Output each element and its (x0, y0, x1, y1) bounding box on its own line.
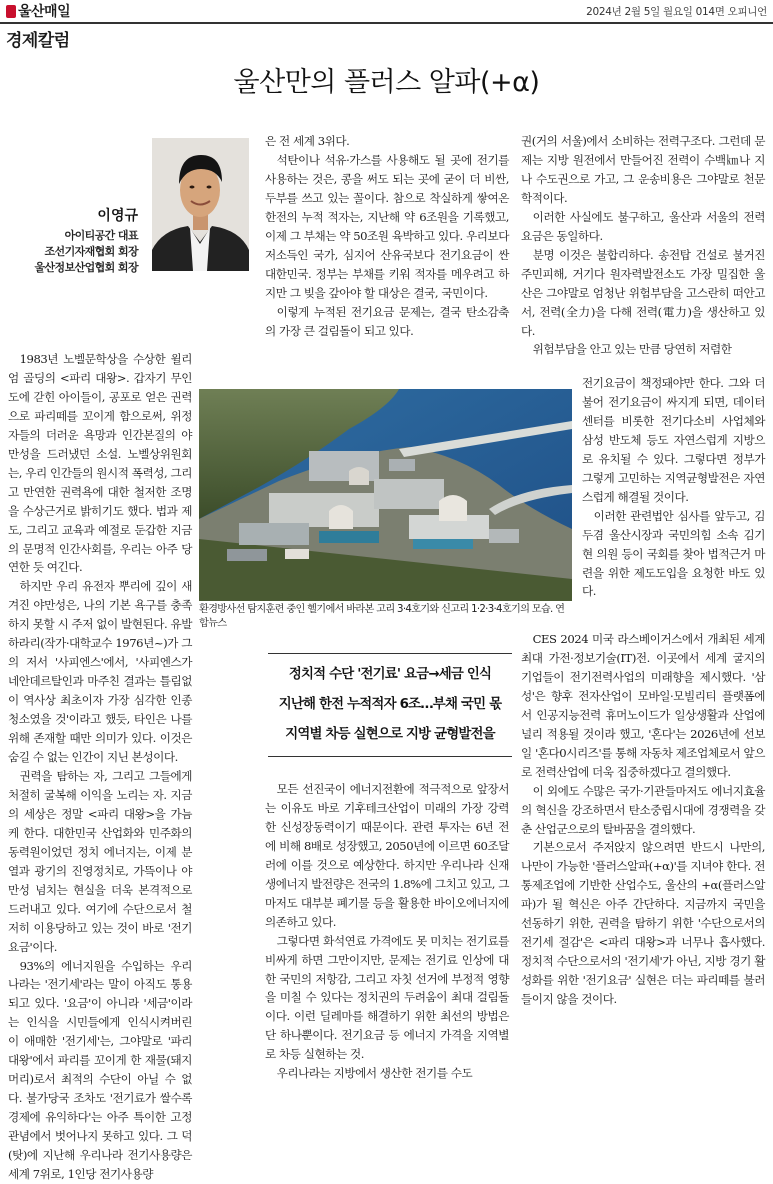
body-paragraph: 모든 선진국이 에너지전환에 적극적으로 앞장서는 이유도 바로 기후테크산업이 미래의 가장 강력한 신성장동력이기 때문이다. 관련 투자는 6년 전에 비해 8배로 성장했고, 2050년에 이르면 60조달러에 이를 것으로 예상한다. 하지만 우리나라 신재생에너지 발전량은 전국의 1.8%에 그치고 있고, 그마저도 대부분 폐기물 등을 활용한 바이오에너지에 의존하고 있다. (265, 782, 509, 929)
body-column-3-mid (582, 374, 765, 601)
subhead-box (268, 653, 512, 757)
body-column-3-bottom (521, 630, 765, 1009)
body-paragraph: 이러한 관련법안 심사를 앞두고, 김두겸 울산시장과 국민의힘 소속 김기현 의원 등이 국회를 찾아 법적근거 마련을 위한 제도도입을 요청한 바도 있다. (582, 508, 765, 599)
section-label: 경제칼럼 (6, 31, 70, 51)
subhead: 지난해 한전 누적적자 6조…부채 국민 몫 (278, 697, 502, 712)
logo-mark-icon (6, 5, 16, 18)
body-paragraph: 석탄이나 석유·가스를 사용해도 될 곳에 전기를 사용하는 것은, 콩을 써도 되는 곳에 굳이 더 비싼, 두부를 쓰고 있는 꼴이다. 참으로 착실하게 쌓여온 한전의 누적 적자는, 지난해 약 6조원을 기록했고, 이제 그 부채는 약 50조원 육박하고 있다. 우리보다 저소득인 국가, 심지어 산유국보다 전기요금이 싼 대한민국. 정부는 부채를 키워 적자를 메우려고 하지만 그 빚을 갚아야 할 대상은 결국, 국민이다. (265, 152, 509, 300)
body-paragraph: 전기요금이 책정돼야만 한다. 그와 더불어 전기요금이 싸지게 되면, 데이터센터를 비롯한 전기다소비 사업체와 삼성 반도체 등도 자연스럽게 지방으로 유치될 수 있다. 그렇다면 정부가 그렇게 고민하는 지역균형발전은 자연스럽게 해결될 것이다. (582, 376, 765, 504)
body-paragraph: 이 외에도 수많은 국가·기관들마저도 에너지효율의 혁신을 강조하면서 탄소중립시대에 경쟁력을 갖춘 산업군으로의 탈바꿈을 결의했다. (521, 783, 765, 836)
body-paragraph: 기본으로서 주저앉지 않으려면 반드시 나만의, 나만이 가능한 '플러스알파(+α)'를 지녀야 한다. 전통제조업에 기반한 산업수도, 울산의 +α(플러스알파)가 될 혁신은 아주 간단하다. 지금까지 국민을 선동하기 위한, 권력을 탐하기 위한 '수단으로서의 전기세 절감'은 <파리 대왕>과 너무나 흡사했다. 정치적 수단으로서의 '전기세'가 아닌, 지방 경기 활성화를 위한 '전기요금' 실현은 더는 파리떼를 불러들이지 않을 것이다. (521, 840, 765, 1007)
body-paragraph: 이러한 사실에도 불구하고, 울산과 서울의 전력 요금은 동일하다. (521, 209, 765, 243)
body-paragraph: 권(거의 서울)에서 소비하는 전력구조다. 그런데 문제는 지방 원전에서 만들어진 전력이 수백㎞나 지나 수도권으로 가고, 그 운송비용은 그야말로 천문학적이다. (521, 134, 765, 205)
body-paragraph: 하지만 우리 유전자 뿌리에 깊이 새겨진 야만성은, 나의 기본 욕구를 충족하지 못할 시 주저 없이 발현된다. 유발 하라리(작가·대학교수 1976년~)가 그의 저서 '사피엔스'에서, '사피엔스가 네안데르탈인과 마주친 결과는 틀림없이 역사상 최초이자 가장 심각한 인종청소였을 것'이라고 했듯, 타인은 나를 위해 존재할 때만 의미가 있다. 이것은 숨길 수 없는 인간이 지닌 본성이다. (8, 579, 192, 765)
body-paragraph: 그렇다면 화석연료 가격에도 못 미치는 전기료를 비싸게 하면 그만이지만, 문제는 전기료 인상에 대한 국민의 저항감, 그리고 자칫 선거에 부정적 영향을 미칠 수 있다는 정치권의 두려움이 최대 걸림돌이다. 이런 딜레마를 해결하기 위한 최선의 방법은 단 하나뿐이다. 전기요금 등 에너지 가격을 지역별로 차등 실현하는 것. (265, 933, 509, 1062)
subhead: 정치적 수단 '전기료' 요금→세금 인식 (288, 667, 492, 682)
author-title: 울산정보산업협회 회장 (34, 261, 138, 274)
body-paragraph: 권력을 탐하는 자, 그리고 그들에게 처절히 굴복해 이익을 노리는 자. 지금의 세상은 정말 <파리 대왕>을 가늠케 한다. 대한민국 산업화와 민주화의 동력원이었던 정치 에너지는, 이제 분열과 광기의 진영정치로, 가뜩이나 야만성 넘치는 현실을 더욱 본격적으로 드러내고 있다. 여기에 수단으로서 철저히 이용당하고 있는 것이 바로 '전기요금'이다. (8, 768, 192, 954)
body-paragraph: 우리나라는 지방에서 생산한 전기를 수도 (276, 1066, 473, 1081)
body-column-2-top (265, 132, 509, 340)
body-column-3-top (521, 132, 765, 359)
photo-caption: 환경방사선 탐지훈련 중인 헬기에서 바라본 고리 3·4호기와 신고리 1·2·3·4호기의 모습. 연합뉴스 (199, 604, 565, 629)
dateline: 2024년 2월 5일 월요일 014면 오피니언 (586, 6, 767, 18)
body-paragraph: 위험부담을 안고 있는 만큼 당연히 저렴한 (532, 342, 732, 357)
author-block (10, 205, 138, 276)
body-column-1 (8, 350, 192, 1184)
author-photo-icon (152, 138, 249, 271)
headline: 울산만의 플러스 알파(+α) (233, 67, 540, 98)
author-portrait (152, 138, 249, 271)
body-paragraph: 분명 이것은 불합리하다. 송전탑 건설로 불거진 주민피해, 거기다 원자력발전소도 가장 밀집한 울산은 그야말로 엄청난 위험부담을 고스란히 떠안고서, 전력(全力)을 다해 전력(電力)을 생산하고 있다. (521, 247, 765, 338)
author-name: 이영규 (97, 208, 138, 224)
body-paragraph: 은 전 세계 3위다. (265, 134, 350, 148)
body-paragraph: 1983년 노벨문학상을 수상한 윌리엄 골딩의 <파리 대왕>. 갑자기 무인도에 갇힌 아이들이, 공포로 얻은 권력으로 파리떼를 꼬이게 함으로써, 위정자들의 더러운 욕망과 인간본질의 야만성을 드러냈던 소설. 노벨상위원회는, 우리 인간들의 원시적 폭력성, 그리고 만연한 권력욕에 대한 철저한 조명을 수상근거로 밝히기도 했다. 법과 제도, 그리고 교육과 예절로 둔갑한 지금의 문명적 인간사회를, 우리는 아주 당연한 듯 여긴다. (8, 352, 192, 575)
body-paragraph: CES 2024 미국 라스베이거스에서 개최된 세계최대 가전·정보기술(IT)전. 이곳에서 세계 굴지의 기업들이 전기전력사업의 미래향을 제시했다. '삼성'은 향후 전자산업이 모바일·모빌리티 플랫폼에서 인공지능전력 휴머노이드가 일상생활과 산업에 널리 적용될 것이라 했고, '혼다'는 2026년에 선보일 '혼다0시리즈'를 통해 자동차 제조업체로서 앞으로 전력산업에 더욱 집중하겠다고 결의했다. (521, 632, 765, 779)
body-paragraph: 93%의 에너지원을 수입하는 우리나라는 '전기세'라는 말이 아직도 통용되고 있다. '요금'이 아니라 '세금'이라는 인식을 시민들에게 인식시켜버린 이 애매한 '전기세'는, 그야말로 '파리 대왕'에서 파리를 꼬이게 한 재물(돼지머리)로서 최적의 수단이 아닐 수 없다. 불가당국 조차도 '전기료가 쌀수록 경제에 유익하다'는 아주 특이한 고정관념에서 벗어나지 못하고 있다. 그 덕(탓)에 지난해 우리나라 전기사용량은 세계 7위로, 1인당 전기사용량 (8, 958, 192, 1181)
subhead: 지역별 차등 실현으로 지방 균형발전을 (285, 727, 495, 742)
body-paragraph: 이렇게 누적된 전기요금 문제는, 결국 탄소감축의 가장 큰 걸림돌이 되고 있다. (265, 304, 509, 338)
author-title: 아이티공간 대표 (64, 229, 138, 242)
nuclear-plant-aerial-image (199, 389, 572, 601)
nuclear-plant-photo (199, 389, 572, 601)
masthead (0, 0, 773, 22)
masthead-rule (0, 22, 773, 24)
body-column-2-bottom (265, 780, 509, 1083)
newspaper-logo (6, 2, 70, 20)
author-title: 조선기자재협회 회장 (44, 245, 138, 258)
logo-text: 울산매일 (18, 4, 71, 20)
